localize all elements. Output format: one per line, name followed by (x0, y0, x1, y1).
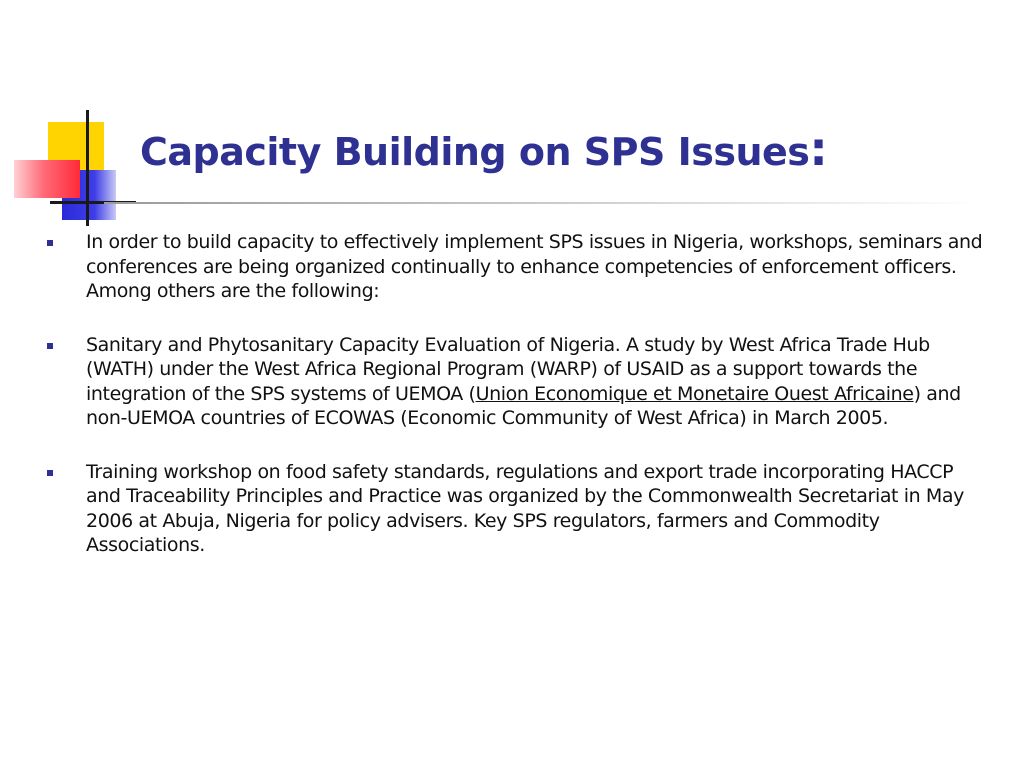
list-item (46, 230, 991, 304)
red-square-shape (14, 160, 80, 198)
list-item (46, 333, 991, 431)
bullet-text-before: Sanitary and Phytosanitary Capacity Evaluation of Nigeria. A study by West Africa Trade Hub (WATH) under the West Africa Regional Program (WARP) of USAID as a support towards the integration of the SPS systems of UEMOA ( (86, 333, 930, 405)
bullet-text: Training workshop on food safety standards, regulations and export trade incorporating HACCP and Traceability Principles and Practice was organized by the Commonwealth Secretariat in May 2006 at Abuja, Nigeria for policy advisers. Key SPS regulators, farmers and Commodity Associations. (86, 460, 964, 556)
title-divider (104, 202, 984, 204)
bullet-list (46, 230, 991, 587)
bullet-text-after: ) and non-UEMOA countries of ECOWAS (Economic Community of West Africa) in March 2005. (86, 382, 961, 429)
square-bullet-icon (47, 240, 53, 246)
vertical-line-shape (86, 110, 89, 226)
list-item (46, 460, 991, 558)
uemoa-link[interactable]: Union Economique et Monetaire Ouest Africaine (475, 382, 914, 405)
slide-title-text: Capacity Building on SPS Issues (140, 130, 810, 174)
slide-title (140, 122, 827, 176)
bullet-text: In order to build capacity to effectively implement SPS issues in Nigeria, workshops, seminars and conferences are being organized continually to enhance competencies of enforcement officers. Among others are the following: (86, 231, 983, 302)
square-bullet-icon (47, 343, 53, 349)
square-bullet-icon (47, 470, 53, 476)
slide-title-colon: : (809, 122, 828, 176)
